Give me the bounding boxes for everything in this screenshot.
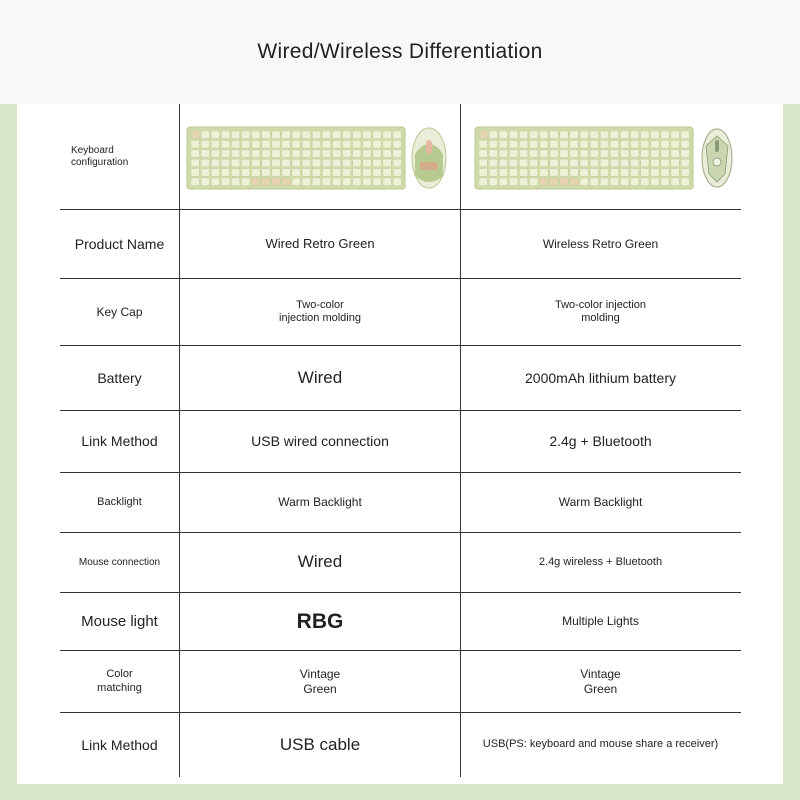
wireless-value: 2.4g + Bluetooth [549, 433, 652, 450]
keyboard-mouse-wireless-image [474, 124, 740, 192]
wired-value: Warm Backlight [278, 495, 362, 510]
row-label: Backlight [97, 495, 142, 508]
wired-value: Wired [297, 367, 343, 387]
row-label: Product Name [74, 235, 165, 252]
wired-value: Wired [297, 552, 343, 572]
row-label: Link Method [81, 433, 158, 450]
wired-value: USB wired connection [251, 433, 389, 450]
wired-value: Vintage Green [299, 667, 341, 696]
wired-value: USB cable [279, 734, 361, 754]
wired-value: RBG [296, 609, 344, 633]
row-label: Mouse light [81, 612, 158, 630]
wireless-value: 2.4g wireless + Bluetooth [538, 555, 663, 568]
wireless-value: Vintage Green [580, 667, 621, 696]
wireless-value: Two-color injection molding [554, 298, 647, 324]
wired-value: Two-color injection molding [279, 298, 361, 324]
wireless-value: Wireless Retro Green [542, 236, 659, 251]
row-label: Link Method [81, 736, 158, 753]
row-label: Keyboard configuration [71, 144, 129, 168]
wireless-value: USB(PS: keyboard and mouse share a receiver) [482, 738, 719, 751]
row-label: Color matching [97, 668, 142, 694]
row-label: Key Cap [96, 304, 143, 319]
keyboard-mouse-wired-image [186, 124, 454, 192]
wireless-value: Warm Backlight [558, 495, 643, 510]
row-label: Battery [97, 369, 142, 386]
wireless-value: Multiple Lights [562, 614, 639, 629]
wireless-value: 2000mAh lithium battery [525, 369, 676, 386]
page-title: Wired/Wireless Differentiation [0, 0, 800, 104]
wired-value: Wired Retro Green [265, 236, 375, 252]
row-label: Mouse connection [78, 556, 161, 568]
